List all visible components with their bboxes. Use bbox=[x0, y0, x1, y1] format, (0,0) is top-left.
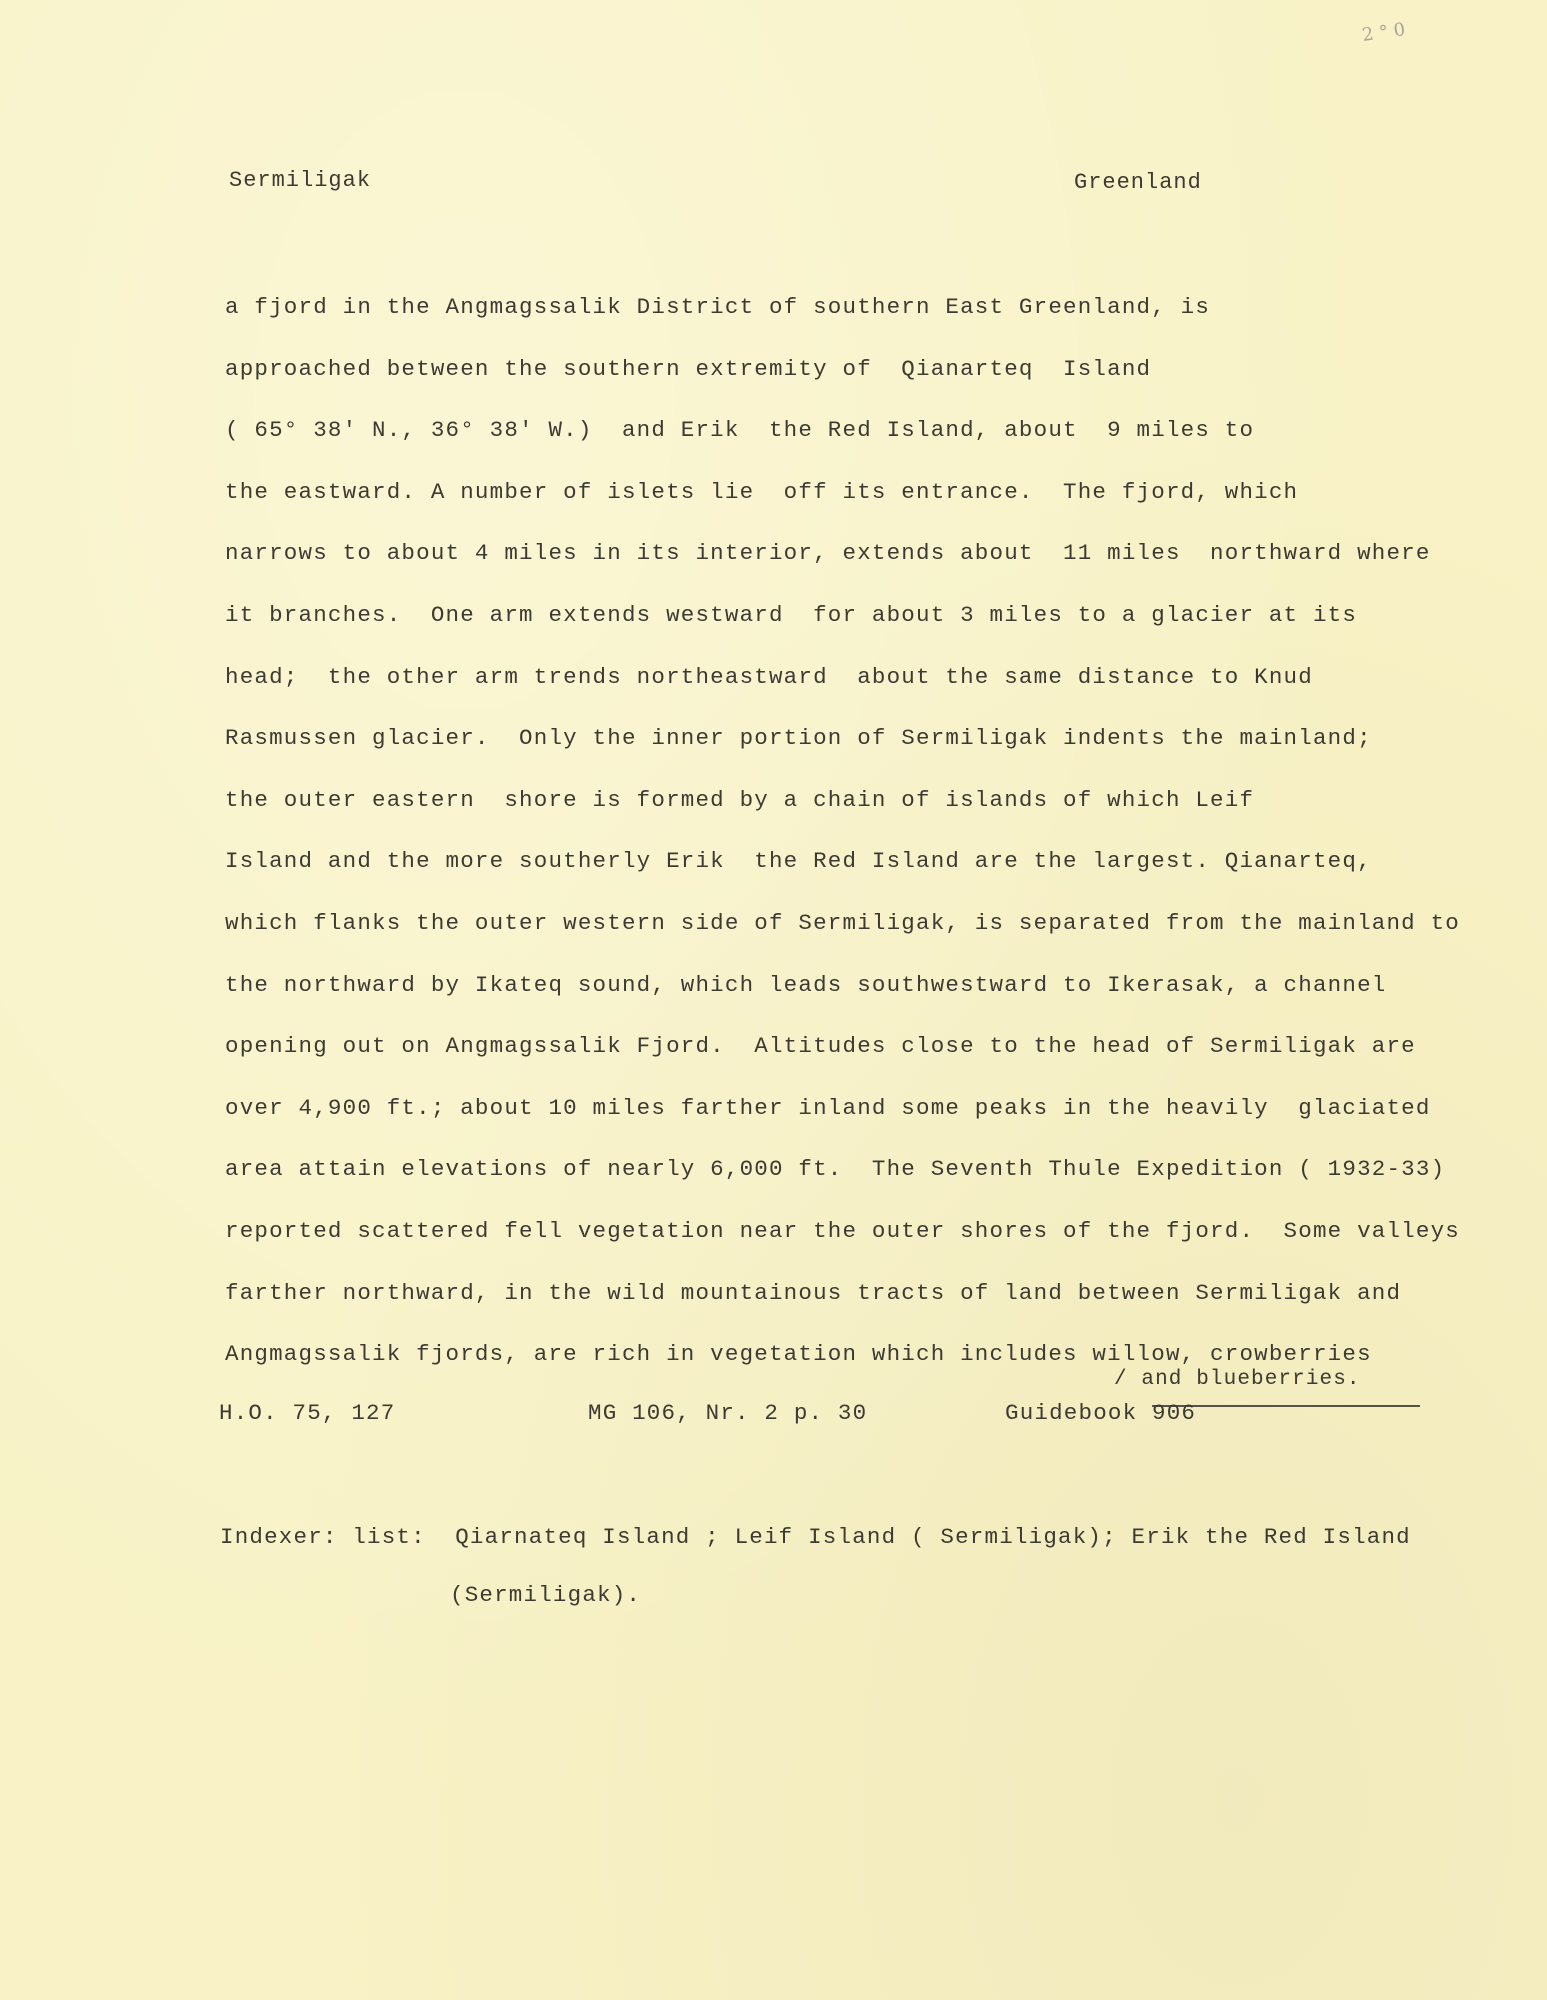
body-line: Rasmussen glacier. Only the inner portion of Sermiligak indents the mainland; bbox=[225, 725, 1372, 752]
body-paragraph bbox=[225, 292, 1525, 1401]
body-line: farther northward, in the wild mountainous tracts of land between Sermiligak and bbox=[225, 1279, 1402, 1306]
body-line: the eastward. A number of islets lie off its entrance. The fjord, which bbox=[225, 478, 1299, 505]
body-line: a fjord in the Angmagssalik District of southern East Greenland, is bbox=[225, 294, 1211, 320]
indexer-note: Indexer: list: Qiarnateq Island ; Leif Island ( Sermiligak); Erik the Red Island bbox=[220, 1524, 1411, 1550]
body-line: approached between the southern extremity of Qianarteq Island bbox=[225, 355, 1152, 382]
body-line: over 4,900 ft.; about 10 miles farther inland some peaks in the heavily glaciated bbox=[225, 1094, 1431, 1121]
header-region-name: Greenland bbox=[1074, 170, 1202, 195]
handwritten-insertion: / and blueberries. bbox=[1114, 1368, 1361, 1391]
body-line: head; the other arm trends northeastward about the same distance to Knud bbox=[225, 663, 1313, 690]
body-line: reported scattered fell vegetation near the outer shores of the fjord. Some valleys bbox=[225, 1217, 1460, 1244]
body-line: the outer eastern shore is formed by a chain of islands of which Leif bbox=[225, 786, 1255, 813]
body-line: ( 65° 38' N., 36° 38' W.) and Erik the Red Island, about 9 miles to bbox=[225, 417, 1255, 444]
indexer-note-continued: (Sermiligak). bbox=[450, 1582, 642, 1608]
body-line: which flanks the outer western side of Sermiligak, is separated from the mainland to bbox=[225, 909, 1460, 936]
pencil-page-mark: 2 ° 0 bbox=[1360, 19, 1407, 46]
body-line: opening out on Angmagssalik Fjord. Altitudes close to the head of Sermiligak are bbox=[225, 1033, 1416, 1060]
body-line: Angmagssalik fjords, are rich in vegetation which includes willow, crowberries bbox=[225, 1341, 1372, 1368]
body-line: the northward by Ikateq sound, which leads southwestward to Ikerasak, a channel bbox=[225, 971, 1387, 998]
citation-guidebook: Guidebook 906 bbox=[1005, 1400, 1197, 1426]
header-place-name: Sermiligak bbox=[229, 168, 372, 193]
body-line: it branches. One arm extends westward for about 3 miles to a glacier at its bbox=[225, 601, 1358, 628]
citation-ho: H.O. 75, 127 bbox=[219, 1400, 396, 1426]
citation-mg: MG 106, Nr. 2 p. 30 bbox=[588, 1400, 868, 1426]
body-line: narrows to about 4 miles in its interior, extends about 11 miles northward where bbox=[225, 540, 1431, 567]
body-line: Island and the more southerly Erik the Red Island are the largest. Qianarteq, bbox=[225, 848, 1372, 875]
body-line: area attain elevations of nearly 6,000 ft. The Seventh Thule Expedition ( 1932-33) bbox=[225, 1156, 1446, 1183]
